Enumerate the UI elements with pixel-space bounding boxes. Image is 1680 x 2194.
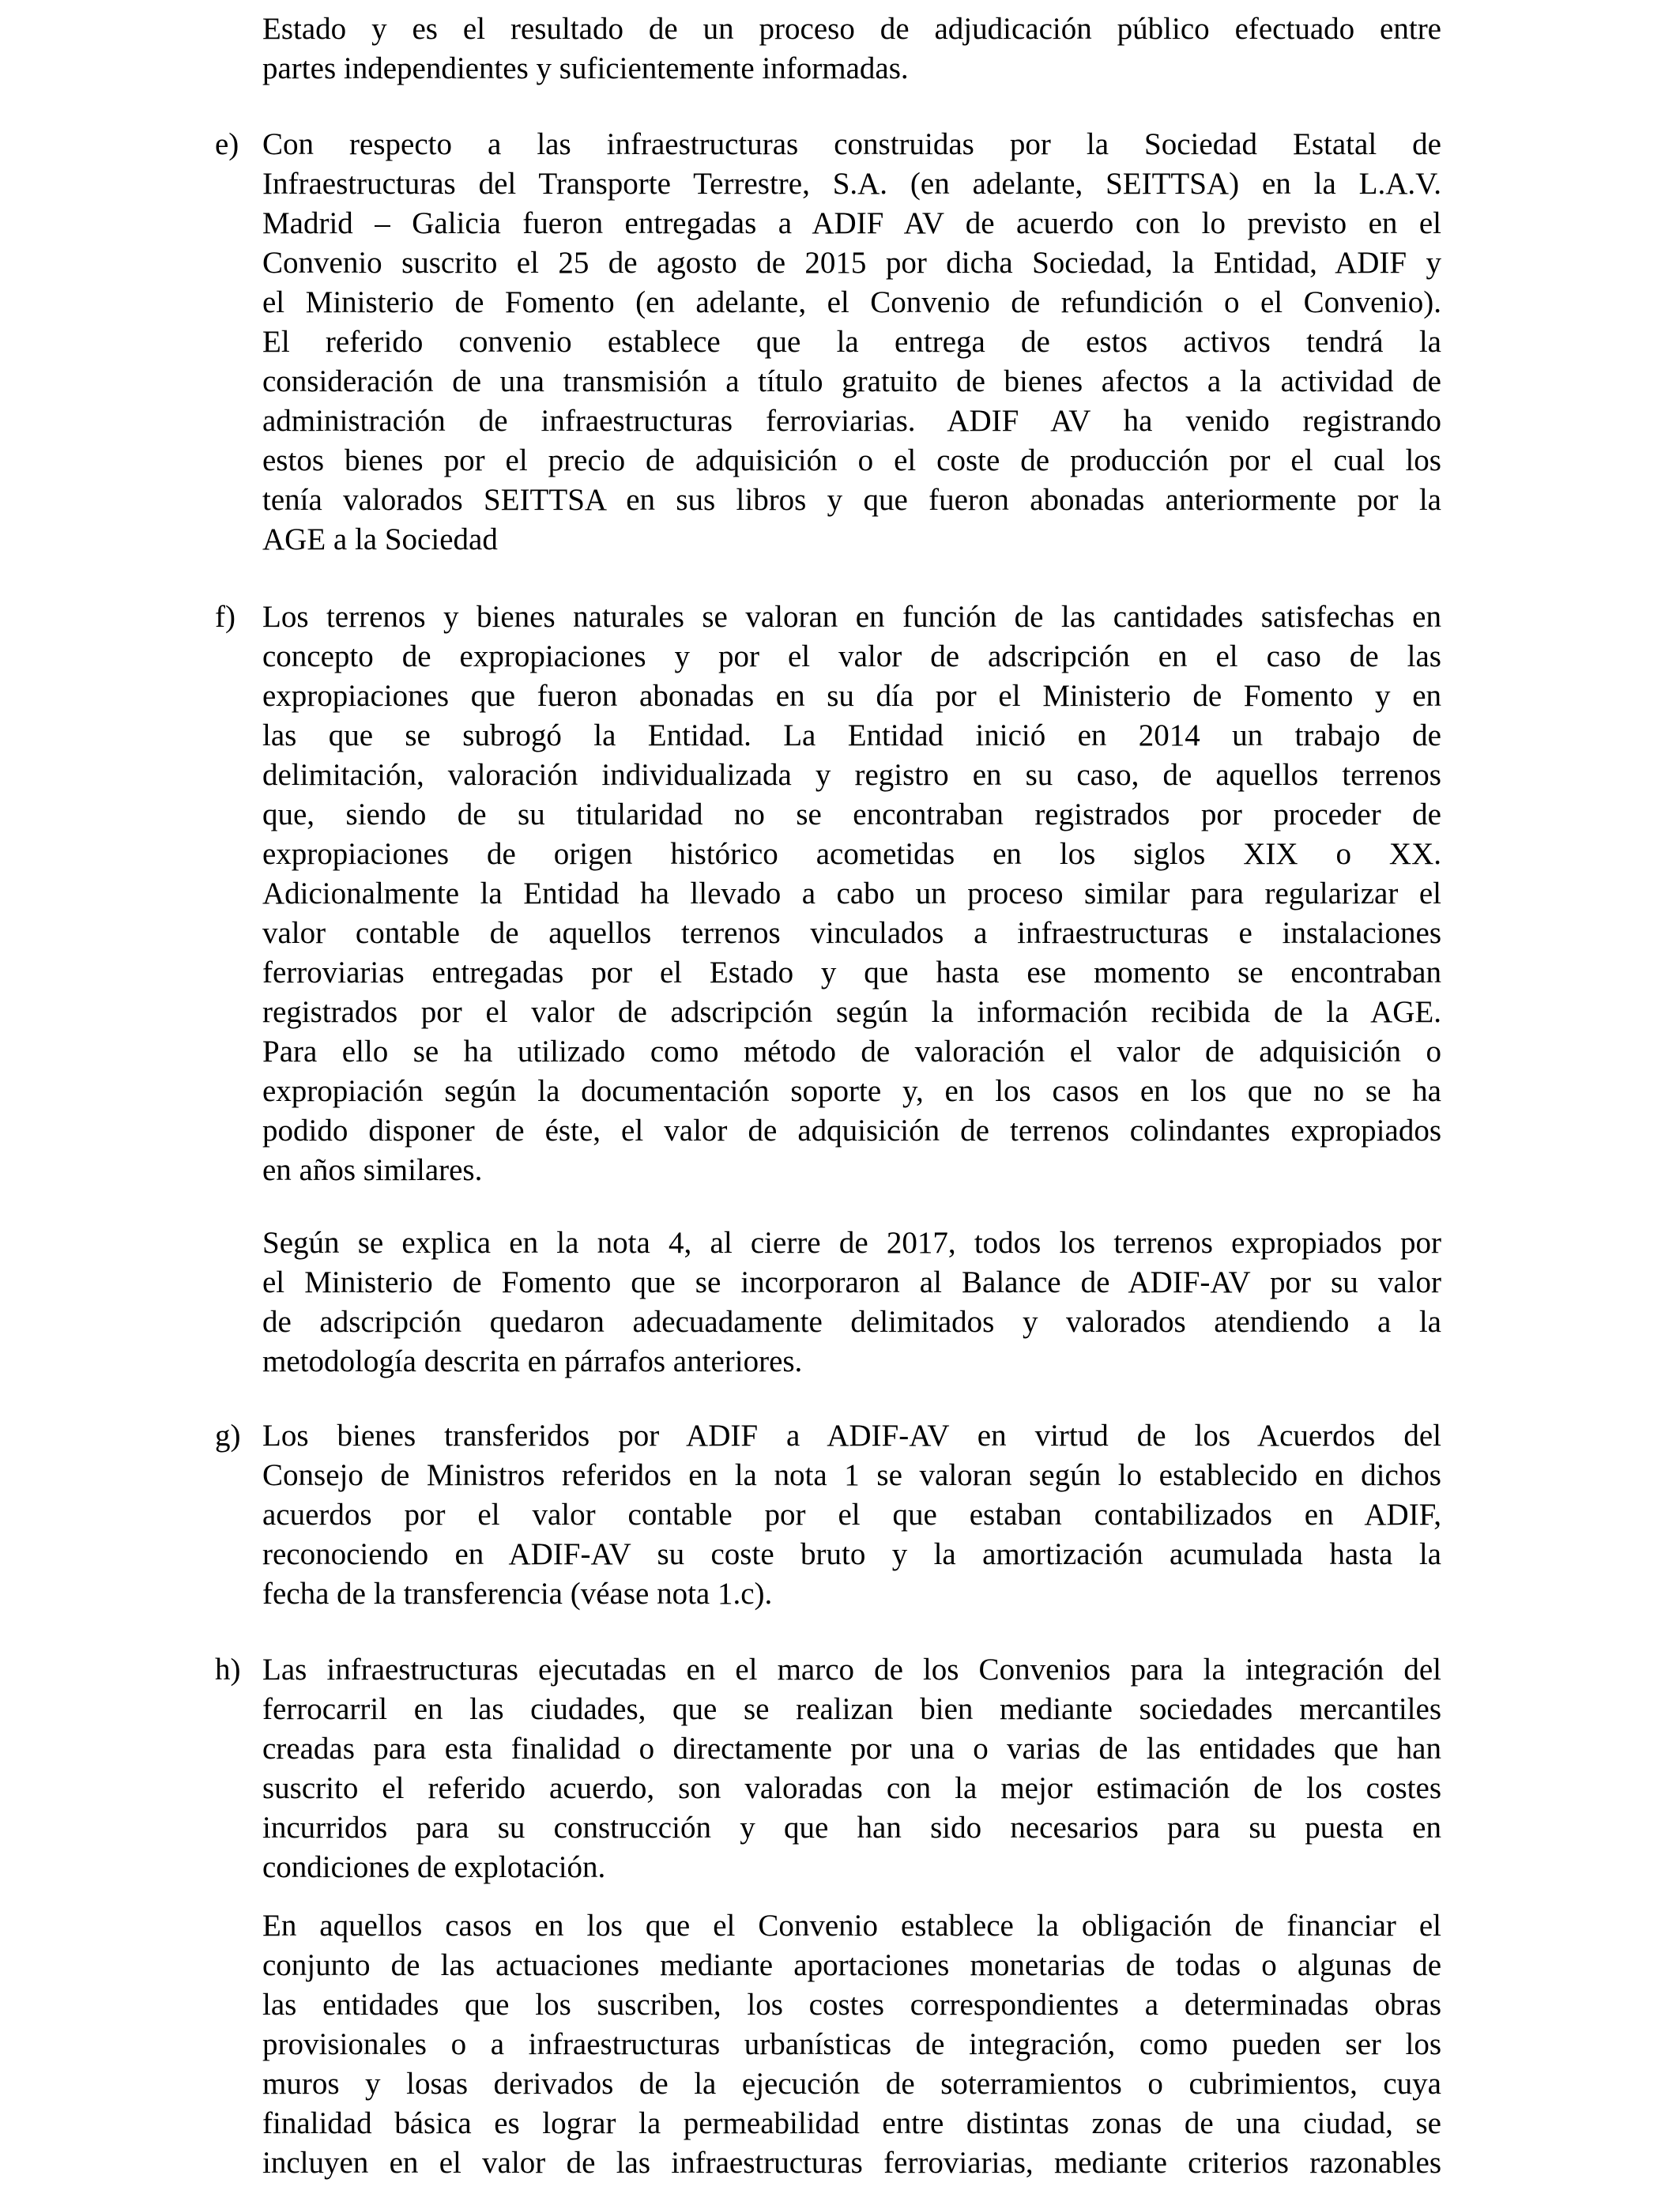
text-line: muros y losas derivados de la ejecución de soterramientos o cubrimientos, cuya	[262, 2067, 1441, 2101]
text-line: administración de infraestructuras ferroviarias. ADIF AV ha venido registrando	[262, 404, 1441, 438]
text-line: en años similares.	[262, 1153, 483, 1187]
text-line: AGE a la Sociedad	[262, 522, 498, 556]
text-line: consideración de una transmisión a título gratuito de bienes afectos a la actividad de	[262, 364, 1441, 398]
text-line: Los terrenos y bienes naturales se valoran en función de las cantidades satisfechas en	[262, 600, 1441, 634]
text-line: Estado y es el resultado de un proceso de adjudicación público efectuado entre	[262, 12, 1441, 46]
text-line: suscrito el referido acuerdo, son valoradas con la mejor estimación de los costes	[262, 1771, 1441, 1805]
text-line: ferrocarril en las ciudades, que se realizan bien mediante sociedades mercantiles	[262, 1692, 1441, 1726]
text-line: estos bienes por el precio de adquisición o el coste de producción por el cual los	[262, 443, 1441, 477]
text-line: fecha de la transferencia (véase nota 1.c).	[262, 1577, 773, 1611]
text-line: En aquellos casos en los que el Convenio establece la obligación de financiar el	[262, 1909, 1441, 1943]
text-line: finalidad básica es lograr la permeabilidad entre distintas zonas de una ciudad, se	[262, 2106, 1441, 2140]
text-line: ferroviarias entregadas por el Estado y que hasta ese momento se encontraban	[262, 956, 1441, 990]
text-line: creadas para esta finalidad o directamente por una o varias de las entidades que han	[262, 1732, 1441, 1766]
text-line: partes independientes y suficientemente informadas.	[262, 51, 909, 85]
paragraph-h-2	[262, 1906, 1441, 2183]
text-line: de adscripción quedaron adecuadamente delimitados y valorados atendiendo a la	[262, 1305, 1441, 1339]
text-line: Los bienes transferidos por ADIF a ADIF-AV en virtud de los Acuerdos del	[262, 1419, 1441, 1453]
text-line: Las infraestructuras ejecutadas en el marco de los Convenios para la integración del	[262, 1653, 1441, 1687]
text-line: El referido convenio establece que la entrega de estos activos tendrá la	[262, 325, 1441, 359]
list-marker-f: f)	[215, 600, 235, 634]
text-line: las entidades que los suscriben, los costes correspondientes a determinadas obras	[262, 1988, 1441, 2022]
text-line: reconociendo en ADIF-AV su coste bruto y la amortización acumulada hasta la	[262, 1537, 1441, 1571]
text-line: incurridos para su construcción y que han sido necesarios para su puesta en	[262, 1811, 1441, 1845]
text-line: metodología descrita en párrafos anteriores.	[262, 1344, 803, 1378]
text-line: Convenio suscrito el 25 de agosto de 2015 por dicha Sociedad, la Entidad, ADIF y	[262, 246, 1441, 280]
text-line: delimitación, valoración individualizada y registro en su caso, de aquellos terrenos	[262, 758, 1441, 792]
paragraph-f	[262, 598, 1441, 1190]
text-line: expropiaciones que fueron abonadas en su día por el Ministerio de Fomento y en	[262, 679, 1441, 713]
list-marker-e: e)	[215, 127, 239, 161]
text-line: condiciones de explotación.	[262, 1850, 606, 1884]
list-marker-h: h)	[215, 1653, 241, 1687]
text-line: Según se explica en la nota 4, al cierre de 2017, todos los terrenos expropiados por	[262, 1226, 1441, 1260]
text-line: provisionales o a infraestructuras urbanísticas de integración, como pueden ser los	[262, 2027, 1441, 2061]
text-line: Para ello se ha utilizado como método de valoración el valor de adquisición o	[262, 1035, 1441, 1069]
text-line: acuerdos por el valor contable por el que estaban contabilizados en ADIF,	[262, 1498, 1441, 1532]
text-line: tenía valorados SEITTSA en sus libros y que fueron abonadas anteriormente por la	[262, 483, 1441, 517]
text-line: el Ministerio de Fomento que se incorporaron al Balance de ADIF-AV por su valor	[262, 1265, 1441, 1299]
text-line: que, siendo de su titularidad no se encontraban registrados por proceder de	[262, 797, 1441, 831]
text-line: Madrid – Galicia fueron entregadas a ADIF AV de acuerdo con lo previsto en el	[262, 206, 1441, 240]
paragraph-e	[262, 125, 1441, 560]
text-line: expropiaciones de origen histórico acometidas en los siglos XIX o XX.	[262, 837, 1441, 871]
text-line: Adicionalmente la Entidad ha llevado a cabo un proceso similar para regularizar el	[262, 876, 1441, 910]
continuation-paragraph	[262, 9, 1441, 89]
text-line: registrados por el valor de adscripción según la información recibida de la AGE.	[262, 995, 1441, 1029]
text-line: incluyen en el valor de las infraestructuras ferroviarias, mediante criterios razonables	[262, 2146, 1441, 2180]
text-line: Consejo de Ministros referidos en la nota 1 se valoran según lo establecido en dichos	[262, 1458, 1441, 1492]
text-line: Con respecto a las infraestructuras construidas por la Sociedad Estatal de	[262, 127, 1441, 161]
text-line: valor contable de aquellos terrenos vinculados a infraestructuras e instalaciones	[262, 916, 1441, 950]
text-line: concepto de expropiaciones y por el valor de adscripción en el caso de las	[262, 639, 1441, 673]
paragraph-f-2	[262, 1223, 1441, 1382]
paragraph-g	[262, 1416, 1441, 1614]
paragraph-h	[262, 1650, 1441, 1887]
text-line: conjunto de las actuaciones mediante aportaciones monetarias de todas o algunas de	[262, 1948, 1441, 1982]
text-line: el Ministerio de Fomento (en adelante, el Convenio de refundición o el Convenio).	[262, 285, 1441, 319]
text-line: Infraestructuras del Transporte Terrestre, S.A. (en adelante, SEITTSA) en la L.A.V.	[262, 167, 1441, 201]
text-line: podido disponer de éste, el valor de adquisición de terrenos colindantes expropiados	[262, 1114, 1441, 1148]
text-line: expropiación según la documentación soporte y, en los casos en los que no se ha	[262, 1074, 1441, 1108]
list-marker-g: g)	[215, 1419, 241, 1453]
text-line: las que se subrogó la Entidad. La Entidad inició en 2014 un trabajo de	[262, 718, 1441, 752]
